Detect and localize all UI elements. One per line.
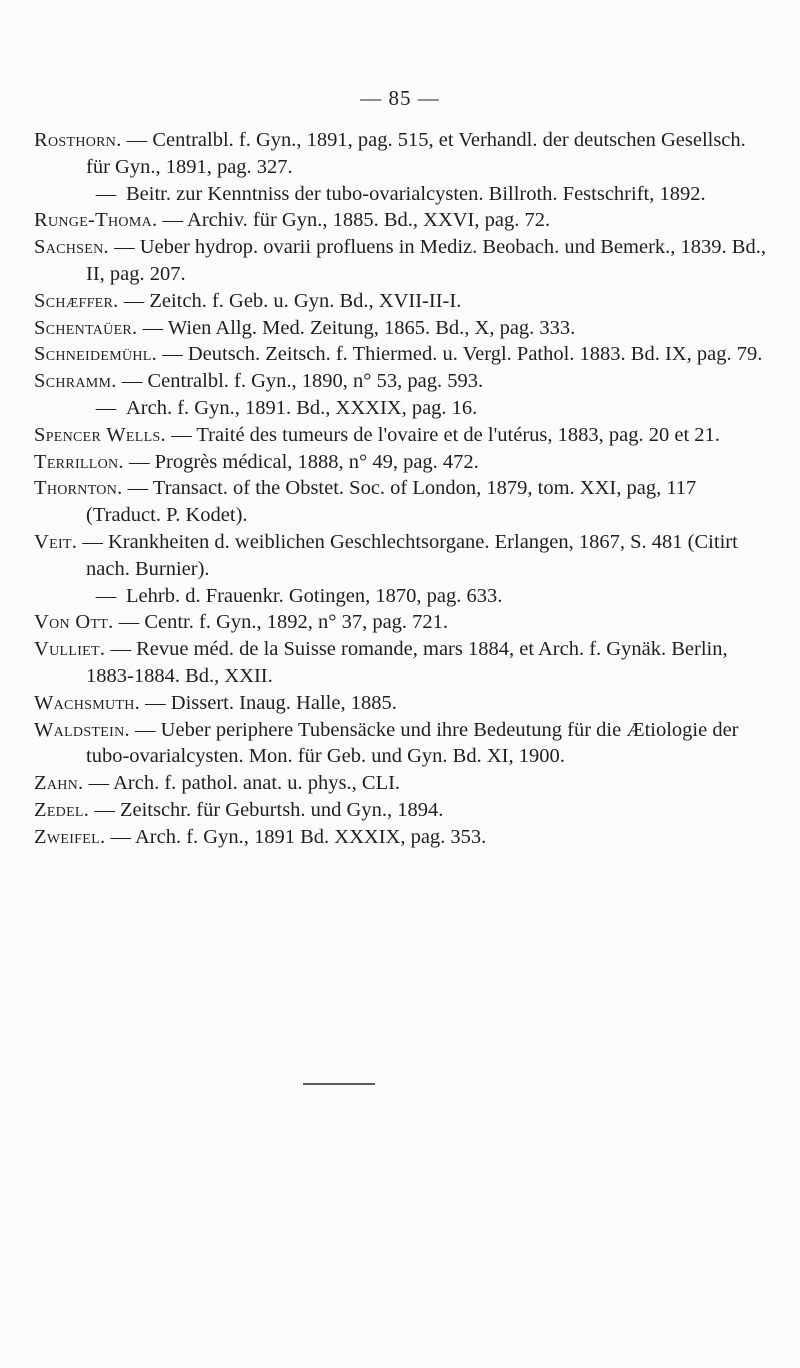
bibliography-entry [34,234,774,288]
bibliography-entry [34,690,774,717]
bibliography-entry [34,583,774,610]
bibliography-entry [34,288,774,315]
bibliography-entry [34,609,774,636]
entry-author: Schentaüer. [34,316,138,339]
entry-author: Zahn. [34,772,84,795]
ditto-dash: — [95,584,117,607]
entry-text: — Centralbl. f. Gyn., 1891, pag. 515, et Verhandl. der deutschen Gesellsch. für Gyn., 1891, pag. 327. [86,129,746,178]
entry-text: — Deutsch. Zeitsch. f. Thiermed. u. Vergl. Pathol. 1883. Bd. IX, pag. 79. [157,343,763,366]
bibliography-entry [34,422,774,449]
entry-text: — Archiv. für Gyn., 1885. Bd., XXVI, pag. 72. [157,209,551,232]
entry-author: Runge-Thoma. [34,209,158,232]
entry-author: Veit. [34,530,78,553]
entry-text: — Dissert. Inaug. Halle, 1885. [140,691,397,714]
bibliography-entry [34,181,774,208]
bibliography-entry [34,824,774,851]
page-number: — 85 — [360,86,440,110]
entry-author: Spencer Wells. [34,423,166,446]
bibliography-entry [34,127,774,181]
entry-text: — Krankheiten d. weiblichen Geschlechtsorgane. Erlangen, 1867, S. 481 (Citirt nach. Burnier). [77,530,738,580]
bibliography-entry [34,717,774,771]
bibliography-entry [34,475,774,529]
entry-text: — Ueber hydrop. ovarii profluens in Mediz. Beobach. und Bemerk., 1839. Bd., II, pag. 207. [86,236,766,285]
entry-author: Terrillon. [34,450,124,473]
entry-text: — Transact. of the Obstet. Soc. of London, 1879, tom. XXI, pag, 117 (Traduct. P. Kodet). [86,477,697,527]
entry-author: Zedel. [34,798,90,821]
entry-author: Wachsmuth. [34,691,141,714]
entry-author: Sachsen. [34,236,109,259]
entry-author: Schæffer. [34,289,119,312]
entry-text: — Arch. f. pathol. anat. u. phys., CLI. [83,772,401,795]
entry-text: — Progrès médical, 1888, n° 49, pag. 472. [123,450,479,473]
entry-text: Beitr. zur Kenntniss der tubo-ovarialcysten. Billroth. Festschrift, 1892. [126,182,706,205]
bibliography-entry [34,341,774,368]
entry-text: — Zeitschr. für Geburtsh. und Gyn., 1894. [89,798,444,821]
entry-text: — Arch. f. Gyn., 1891 Bd. XXXIX, pag. 353. [105,825,487,848]
bibliography-entry [34,449,774,476]
bibliography-entry [34,207,774,234]
bibliography-entry [34,636,774,690]
entry-text: — Revue méd. de la Suisse romande, mars 1884, et Arch. f. Gynäk. Berlin, 1883-1884. Bd., XXII. [86,638,728,687]
entry-author: Waldstein. [34,718,130,741]
entry-author: Vulliet. [34,638,106,661]
bibliography-list [34,127,774,851]
entry-text: — Zeitch. f. Geb. u. Gyn. Bd., XVII-II-I. [118,289,462,312]
bibliography-entry [34,395,774,422]
entry-text: — Ueber periphere Tubensäcke und ihre Bedeutung für die Ætiologie der tubo-ovarialcysten. Mon. für Geb. und Gyn. Bd. XI, 1900. [86,718,739,768]
closing-rule [303,1083,375,1085]
entry-author: Schramm. [34,370,117,393]
entry-text: — Centralbl. f. Gyn., 1890, n° 53, pag. 593. [116,370,484,393]
entry-author: Rosthorn. [34,129,122,151]
entry-author: Thornton. [34,477,123,500]
ditto-dash: — [95,182,117,205]
bibliography-entry [34,529,774,583]
ditto-dash: — [95,396,117,419]
entry-author: Von Ott. [34,611,114,634]
bibliography-entry [34,315,774,342]
entry-text: — Wien Allg. Med. Zeitung, 1865. Bd., X, pag. 333. [137,316,576,339]
bibliography-entry [34,770,774,797]
entry-author: Zweifel. [34,825,106,848]
entry-author: Schneidemühl. [34,343,158,366]
entry-text: — Centr. f. Gyn., 1892, n° 37, pag. 721. [113,611,449,634]
entry-text: Arch. f. Gyn., 1891. Bd., XXXIX, pag. 16. [126,396,478,419]
entry-text: Lehrb. d. Frauenkr. Gotingen, 1870, pag. 633. [126,584,503,607]
bibliography-entry [34,368,774,395]
entry-text: — Traité des tumeurs de l'ovaire et de l'utérus, 1883, pag. 20 et 21. [165,423,720,446]
bibliography-entry [34,797,774,824]
